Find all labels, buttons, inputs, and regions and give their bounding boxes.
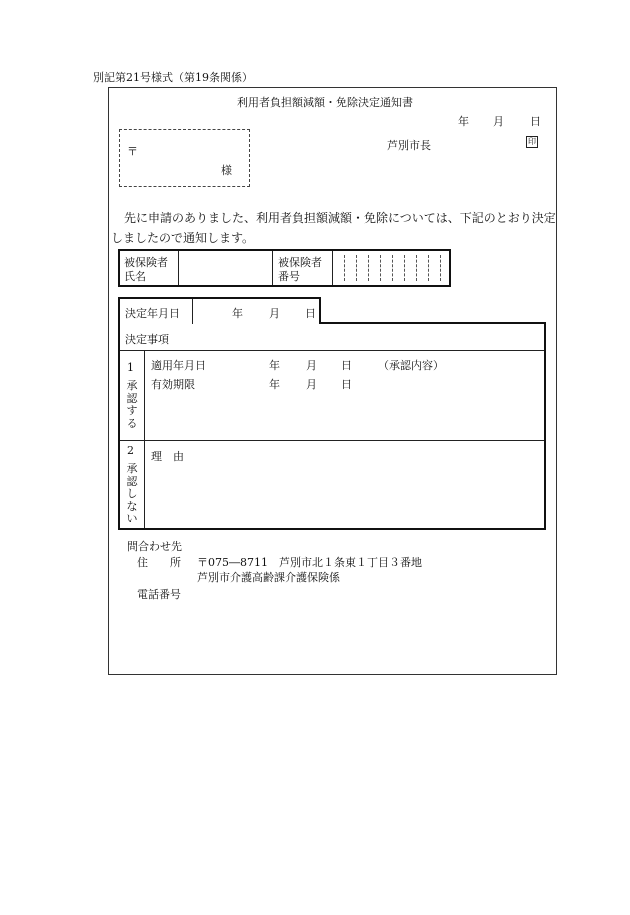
body-text-line2: しましたので通知します。	[111, 231, 255, 245]
seal-text: 印	[528, 137, 536, 146]
applicable-day: 日	[341, 359, 352, 372]
decision-date-day: 日	[305, 307, 316, 320]
contact-heading: 問合わせ先	[127, 540, 182, 553]
decision-date-tab	[118, 297, 321, 324]
form-number: 別記第21号様式（第19条関係）	[93, 71, 253, 84]
deny-char-2: 認	[126, 474, 138, 488]
issuer-name: 芦別市長	[387, 139, 431, 152]
insured-name-label-2: 氏名	[124, 270, 146, 283]
seal-mark	[526, 136, 538, 148]
deny-char-1: 承	[126, 462, 138, 475]
deny-vertical-label	[125, 463, 139, 526]
insured-info-table	[118, 249, 451, 287]
deny-char-4: な	[126, 499, 138, 513]
approve-char-3: す	[126, 404, 138, 417]
decision-date-month: 月	[269, 307, 280, 320]
approval-content-label: （承認内容）	[378, 359, 444, 372]
recipient-address-box	[119, 129, 250, 187]
insured-number-label-2: 番号	[278, 270, 300, 283]
valid-year: 年	[269, 378, 280, 391]
valid-period-label: 有効期限	[151, 378, 195, 391]
honorific-sama: 様	[221, 164, 232, 177]
applicable-year: 年	[269, 359, 280, 372]
contact-address-label: 住 所	[137, 556, 181, 569]
contact-department: 芦別市介護高齢課介護保険係	[197, 571, 340, 584]
body-text-line1: 先に申請のありました、利用者負担額減額・免除については、下記のとおり決定	[124, 211, 556, 225]
approve-char-2: 認	[126, 391, 138, 405]
issue-date-month: 月	[493, 115, 504, 128]
approve-number: 1	[127, 361, 134, 374]
issue-date-year: 年	[458, 115, 469, 128]
postal-mark: 〒	[127, 145, 138, 158]
contact-phone-label: 電話番号	[137, 588, 181, 601]
decision-box	[118, 322, 546, 530]
valid-day: 日	[341, 378, 352, 391]
notice-title: 利用者負担額減額・免除決定通知書	[237, 96, 413, 109]
applicable-date-label: 適用年月日	[151, 359, 206, 372]
decision-matters-label: 決定事項	[125, 333, 169, 346]
deny-number: 2	[127, 444, 134, 457]
insured-name-label-1: 被保険者	[124, 256, 168, 269]
applicable-month: 月	[306, 359, 317, 372]
insured-number-label-1: 被保険者	[278, 256, 322, 269]
valid-month: 月	[306, 378, 317, 391]
approve-vertical-label	[125, 380, 139, 430]
deny-char-5: い	[126, 512, 138, 525]
decision-date-year: 年	[232, 307, 243, 320]
decision-date-label: 決定年月日	[125, 307, 180, 320]
issue-date-day: 日	[530, 115, 541, 128]
approve-char-1: 承	[126, 379, 138, 392]
reason-label: 理 由	[151, 450, 184, 463]
contact-address: 〒075―8711 芦別市北１条東１丁目３番地	[197, 556, 422, 569]
deny-char-3: し	[126, 487, 138, 500]
approve-char-4: る	[126, 416, 138, 430]
